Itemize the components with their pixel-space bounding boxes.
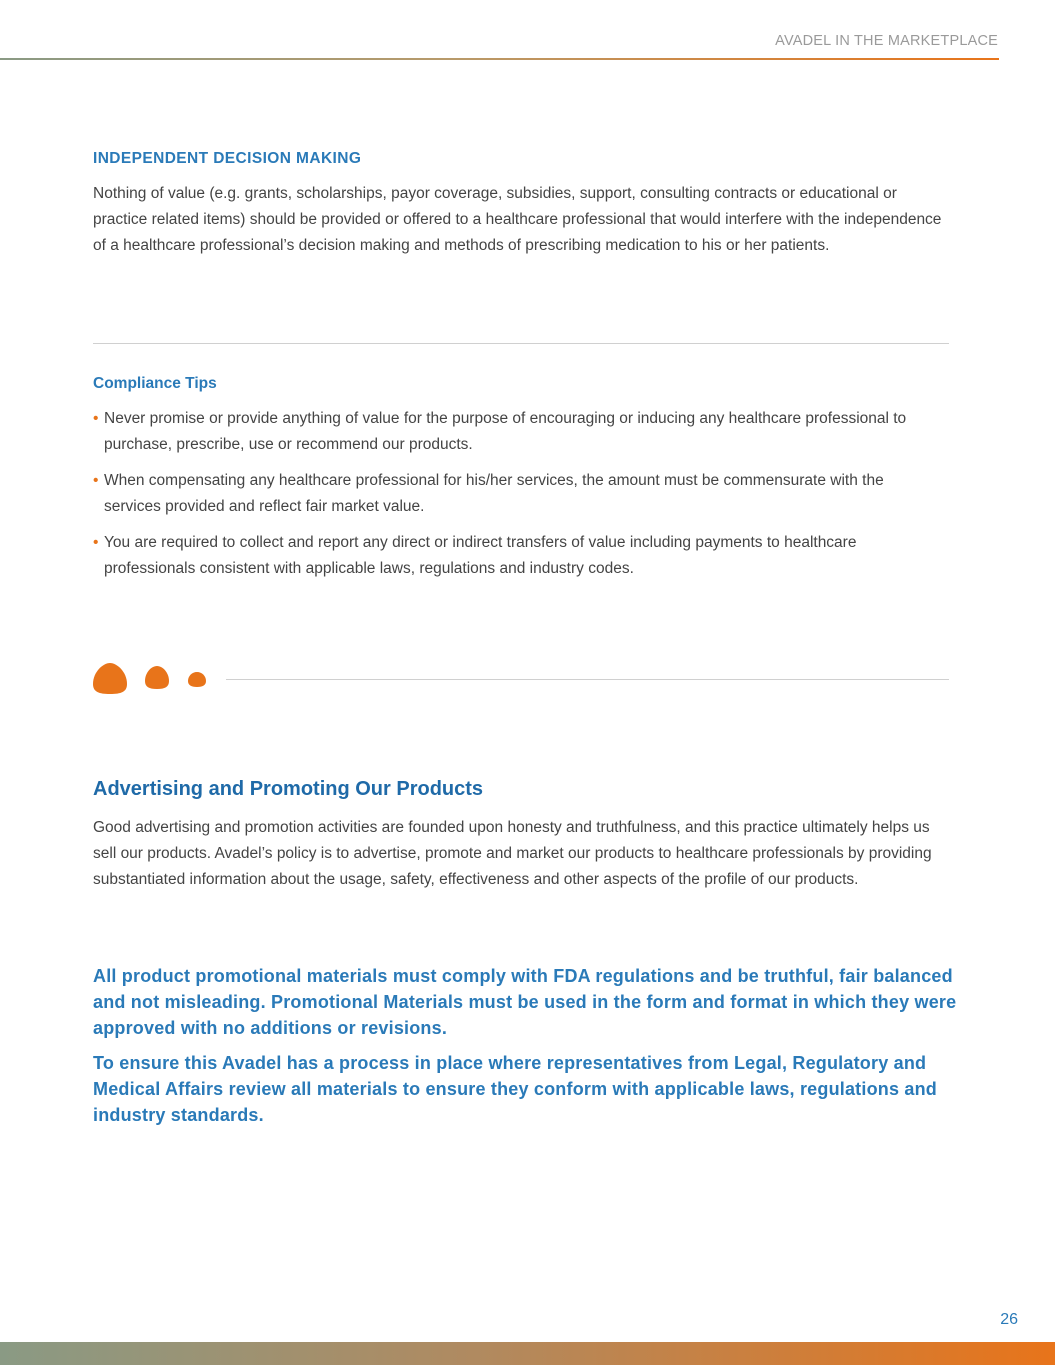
running-header-title: AVADEL IN THE MARKETPLACE [775, 33, 998, 49]
bullet-icon: • [93, 472, 99, 489]
review-process-callout: To ensure this Avadel has a process in place where representatives from Legal, Regulatory and Medical Affairs review all materials to ensure they conform with applicable laws, regulations and industry standards. [93, 1053, 937, 1125]
medium-blob-icon [145, 666, 169, 689]
large-blob-icon [93, 663, 127, 694]
advertising-heading: Advertising and Promoting Our Products [93, 778, 484, 800]
compliance-tips-list [93, 406, 913, 592]
decorative-blobs-icon [91, 662, 211, 696]
header-rule [0, 58, 999, 60]
page-number: 26 [1000, 1311, 1018, 1328]
list-item [93, 468, 913, 520]
promotional-materials-callout: All product promotional materials must comply with FDA regulations and be truthful, fair balanced and not misleading. Promotional Materials must be used in the form and format in which they were approved with no additions or revisions. [93, 966, 957, 1038]
footer-bar [0, 1342, 1055, 1365]
tip-text: When compensating any healthcare professional for his/her services, the amount must be commensurate with the services provided and reflect fair market value. [104, 472, 884, 515]
advertising-body: Good advertising and promotion activities are founded upon honesty and truthfulness, and this practice ultimately helps us sell our products. Avadel’s policy is to advertise, promote and market our products to healthcare professionals by providing substantiated information about the usage, safety, effectiveness and other aspects of the profile of our products. [93, 819, 932, 888]
small-blob-icon [188, 672, 206, 687]
list-item [93, 406, 913, 458]
bullet-icon: • [93, 534, 99, 551]
bullet-icon: • [93, 410, 99, 427]
section-divider [93, 343, 949, 344]
independent-decision-heading: INDEPENDENT DECISION MAKING [93, 150, 362, 167]
tip-text: You are required to collect and report any direct or indirect transfers of value including payments to healthcare professionals consistent with applicable laws, regulations and industry codes. [104, 534, 857, 577]
blob-divider [226, 679, 949, 680]
compliance-tips-heading: Compliance Tips [93, 375, 217, 392]
list-item [93, 530, 913, 582]
independent-decision-body: Nothing of value (e.g. grants, scholarships, payor coverage, subsidies, support, consulting contracts or educational or practice related items) should be provided or offered to a healthcare professional that would interfere with the independence of a healthcare professional’s decision making and methods of prescribing medication to his or her patients. [93, 185, 942, 254]
tip-text: Never promise or provide anything of value for the purpose of encouraging or inducing any healthcare professional to purchase, prescribe, use or recommend our products. [104, 410, 907, 453]
